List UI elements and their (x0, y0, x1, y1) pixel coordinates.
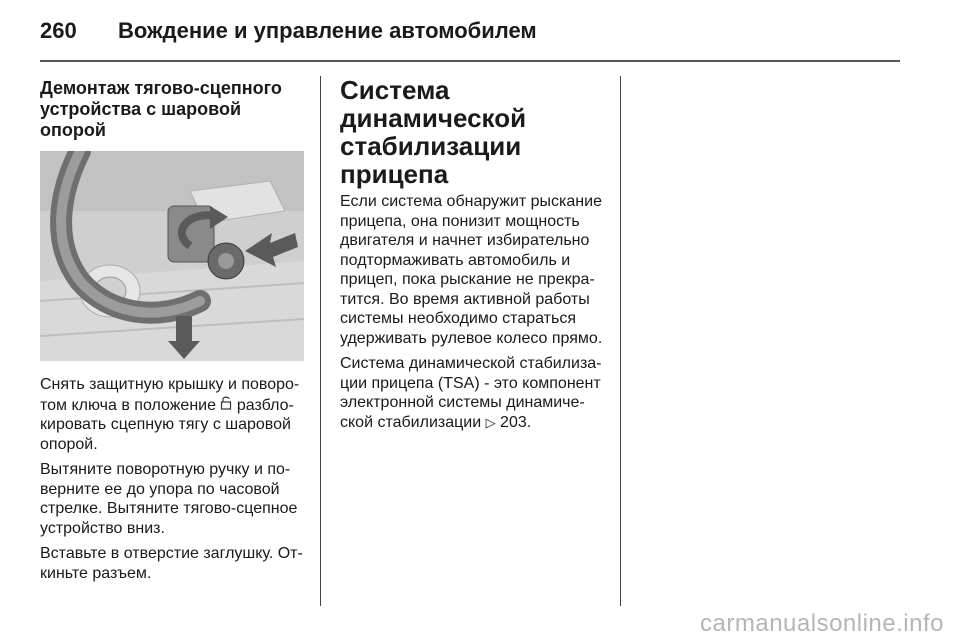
tsa-paragraph-2: Система динамической стабилиза- ции прицепа (TSA) - это компонент электронной системы динамиче- ской стабилизации ▷ 203. (340, 355, 602, 431)
tow-hitch-removal-illustration (40, 151, 304, 361)
section-title-hitch-removal: Демонтаж тягово-сцепного устройства с шаровой опорой (40, 78, 282, 140)
column-divider-right (620, 76, 621, 606)
page-number: 260 (40, 18, 77, 43)
triangle-reference-icon[interactable]: ▷ (485, 414, 496, 430)
page-header (40, 12, 900, 52)
column-divider-left (320, 76, 321, 606)
section-title-trailer-stability: Система динамической стабилизации прицепа (340, 75, 527, 189)
hitch-illustration-svg (40, 151, 304, 361)
unlock-icon (220, 395, 232, 416)
right-column (340, 76, 608, 438)
instruction-paragraph-3: Вставьте в отверстие заглушку. От- киньте разъем. (40, 545, 303, 582)
header-rule (40, 60, 900, 62)
instruction-paragraph-1: Снять защитную крышку и поворо- том ключа в положение разбло- кировать сцепную тягу с шаровой опорой. (40, 376, 300, 453)
watermark: carmanualsonline.info (700, 610, 944, 637)
tsa-paragraph-1: Если система обнаружит рыскание прицепа, она понизит мощность двигателя и начнет избирательно подтормаживать автомобиль и прицеп, пока рыскание не прекра- тится. Во время активной работы системы необходимо стараться удерживать рулевое колесо прямо. (340, 193, 603, 347)
instruction-paragraph-2: Вытяните поворотную ручку и по- верните ее до упора по часовой стрелке. Вытяните тягово-сцепное устройство вниз. (40, 461, 298, 537)
page-reference-link[interactable]: 203. (495, 413, 532, 431)
left-column (40, 78, 304, 589)
page-title: Вождение и управление автомобилем (118, 18, 537, 43)
